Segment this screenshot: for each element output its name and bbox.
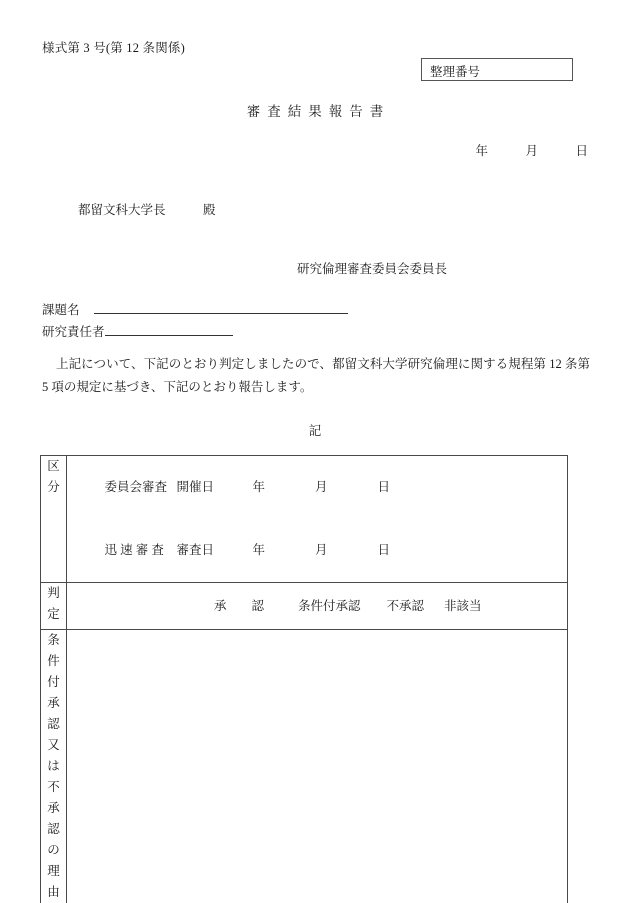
row-header-kubun [41, 456, 67, 583]
reference-number-box[interactable] [421, 58, 573, 81]
review-result-table [40, 455, 568, 903]
row-header-reason-char-11: の [47, 843, 60, 857]
principal-investigator-field [42, 322, 233, 340]
row-header-reason-char-6: 又 [47, 738, 60, 752]
principal-investigator-input-rule[interactable] [105, 322, 233, 336]
principal-investigator-label: 研究責任者 [42, 325, 105, 339]
committee-chair-line: 研究倫理審査委員会委員長 [297, 262, 448, 276]
project-title-label: 課題名 [42, 303, 80, 317]
page-title: 審査結果報告書 [246, 104, 391, 119]
row-header-reason-char-5: 認 [47, 717, 60, 731]
row-header-reason-char-2: 件 [47, 654, 60, 668]
kubun-date-label-expedited: 審査日 [176, 543, 215, 557]
reference-number-label: 整理番号 [430, 65, 481, 79]
row-header-reason-char-8: 不 [47, 780, 60, 794]
row-header-reason-char-9: 承 [47, 801, 60, 815]
row-header-kubun-char-1: 区 [47, 459, 60, 473]
hantei-option-reject[interactable]: 不承認 [386, 599, 425, 613]
row-header-reason-char-7: は [47, 759, 60, 773]
row-header-kubun-char-2: 分 [47, 480, 60, 494]
row-header-reason-char-13: 由 [47, 885, 60, 899]
hantei-option-na[interactable]: 非該当 [444, 599, 482, 613]
kubun-ymd-expedited: 年 月 日 [252, 543, 391, 557]
table-row-kubun [41, 456, 568, 583]
addressee-line: 都留文科大学長 殿 [78, 203, 216, 217]
body-paragraph: 上記について、下記のとおり判定しましたので、都留文科大学研究倫理に関する規程第 12 条第 5 項の規定に基づき、下記のとおり報告します。 [42, 357, 590, 394]
project-title-input-rule[interactable] [94, 300, 348, 314]
row-header-reason-char-4: 承 [47, 696, 60, 710]
hantei-option-conditional[interactable]: 条件付承認 [298, 599, 361, 613]
date-line: 年 月 日 [475, 144, 588, 158]
row-header-reason [41, 630, 67, 903]
row-header-hantei [41, 583, 67, 630]
row-header-hantei-char-2: 定 [47, 607, 60, 621]
kubun-line-expedited [67, 519, 567, 582]
row-header-reason-char-3: 付 [47, 675, 60, 689]
kubun-type-committee: 委員会審査 [104, 480, 168, 494]
hantei-option-approve[interactable]: 承 認 [214, 599, 265, 613]
reason-cell[interactable] [67, 630, 568, 903]
hantei-cell[interactable] [67, 583, 568, 630]
hantei-options [214, 596, 482, 614]
row-header-reason-char-1: 条 [47, 633, 60, 647]
table-row-reason [41, 630, 568, 903]
kubun-cell[interactable] [67, 456, 568, 583]
kubun-line-committee [67, 456, 567, 519]
row-header-reason-char-12: 理 [47, 864, 60, 878]
ki-mark: 記 [308, 424, 322, 438]
row-header-hantei-char-1: 判 [47, 586, 60, 600]
kubun-ymd-committee: 年 月 日 [252, 480, 391, 494]
row-header-reason-char-10: 認 [47, 822, 60, 836]
project-title-field [42, 300, 348, 318]
kubun-type-expedited: 迅 速 審 査 [104, 543, 164, 557]
kubun-date-label-committee: 開催日 [176, 480, 215, 494]
form-code-label: 様式第 3 号(第 12 条関係) [42, 41, 185, 55]
table-row-hantei [41, 583, 568, 630]
